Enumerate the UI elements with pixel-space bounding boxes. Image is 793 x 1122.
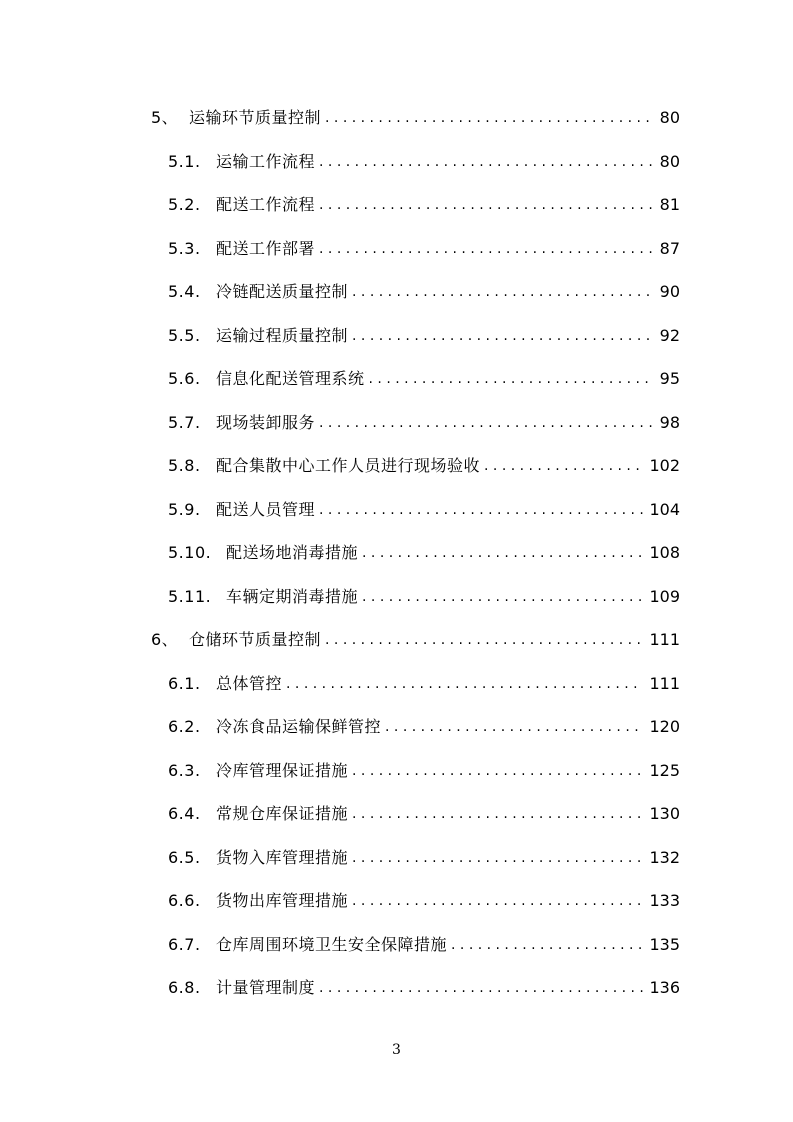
- toc-entry-number: 5.10.: [168, 543, 212, 562]
- toc-leader-dots: [352, 324, 652, 348]
- toc-entry-page: 120: [649, 717, 680, 736]
- toc-entry-number: 6.8.: [168, 978, 201, 997]
- toc-entry-number: 6.1.: [168, 674, 201, 693]
- toc-entry-page: 133: [649, 891, 680, 910]
- page-number: 3: [392, 1042, 401, 1058]
- toc-entry[interactable]: [168, 193, 680, 217]
- toc-entry-page: 125: [649, 761, 680, 780]
- toc-entry-title: 冷冻食品运输保鲜管控: [216, 717, 382, 736]
- toc-entry-page: 104: [649, 500, 680, 519]
- toc-leader-dots: [369, 367, 652, 391]
- toc-entry[interactable]: [151, 628, 680, 652]
- toc-entry[interactable]: [168, 411, 680, 435]
- toc-entry-number: 5.2.: [168, 195, 201, 214]
- toc-entry-title: 配送工作流程: [216, 195, 316, 214]
- toc-entry[interactable]: [168, 541, 680, 565]
- toc-entry[interactable]: [168, 324, 680, 348]
- toc-entry[interactable]: [168, 759, 680, 783]
- toc-leader-dots: [362, 585, 643, 609]
- toc-entry-title: 仓储环节质量控制: [189, 630, 322, 649]
- toc-entry-page: 132: [649, 848, 680, 867]
- toc-entry-page: 81: [659, 195, 680, 214]
- toc-entry-number: 6.2.: [168, 717, 201, 736]
- toc-leader-dots: [362, 541, 643, 565]
- toc-entry-page: 111: [649, 630, 680, 649]
- toc-leader-dots: [352, 846, 643, 870]
- toc-entry-number: 5.1.: [168, 152, 201, 171]
- toc-entry-page: 102: [649, 456, 680, 475]
- toc-leader-dots: [319, 193, 652, 217]
- toc-entry-number: 5.7.: [168, 413, 201, 432]
- toc-entry-title: 运输过程质量控制: [216, 326, 349, 345]
- toc-leader-dots: [325, 106, 652, 130]
- toc-entry-title: 货物入库管理措施: [216, 848, 349, 867]
- toc-entry-title: 配合集散中心工作人员进行现场验收: [216, 456, 481, 475]
- toc-entry-page: 136: [649, 978, 680, 997]
- toc-entry-title: 运输工作流程: [216, 152, 316, 171]
- toc-leader-dots: [319, 237, 652, 261]
- toc-entry[interactable]: [168, 454, 680, 478]
- toc-entry[interactable]: [168, 280, 680, 304]
- toc-entry[interactable]: [168, 846, 680, 870]
- toc-entry-number: 6.7.: [168, 935, 201, 954]
- toc-leader-dots: [451, 933, 643, 957]
- toc-entry-title: 信息化配送管理系统: [216, 369, 365, 388]
- toc-entry[interactable]: [168, 889, 680, 913]
- toc-entry-number: 5.9.: [168, 500, 201, 519]
- toc-entry[interactable]: [168, 672, 680, 696]
- toc-leader-dots: [352, 759, 643, 783]
- toc-entry-title: 货物出库管理措施: [216, 891, 349, 910]
- toc-entry-number: 6.5.: [168, 848, 201, 867]
- toc-leader-dots: [352, 889, 643, 913]
- toc-entry-title: 运输环节质量控制: [189, 108, 322, 127]
- toc-entry-title: 常规仓库保证措施: [216, 804, 349, 823]
- toc-entry[interactable]: [168, 933, 680, 957]
- toc-leader-dots: [286, 672, 643, 696]
- toc-entry-title: 配送工作部署: [216, 239, 316, 258]
- toc-entry-page: 98: [659, 413, 680, 432]
- toc-entry-page: 92: [659, 326, 680, 345]
- toc-leader-dots: [319, 498, 643, 522]
- toc-entry-number: 6、: [151, 630, 179, 649]
- toc-entry-number: 5.8.: [168, 456, 201, 475]
- toc-entry-number: 5.5.: [168, 326, 201, 345]
- toc-leader-dots: [319, 411, 652, 435]
- toc-leader-dots: [352, 802, 643, 826]
- toc-entry-title: 配送场地消毒措施: [226, 543, 359, 562]
- toc-leader-dots: [484, 454, 643, 478]
- toc-entry-title: 车辆定期消毒措施: [226, 587, 359, 606]
- toc-entry-number: 5.11.: [168, 587, 212, 606]
- toc-entry[interactable]: [168, 976, 680, 1000]
- toc-entry-title: 总体管控: [216, 674, 283, 693]
- toc-entry-number: 5.4.: [168, 282, 201, 301]
- toc-entry-page: 95: [659, 369, 680, 388]
- toc-entry-number: 5.3.: [168, 239, 201, 258]
- toc-entry-page: 135: [649, 935, 680, 954]
- toc-entry-page: 130: [649, 804, 680, 823]
- toc-entry[interactable]: [168, 715, 680, 739]
- toc-entry-title: 冷库管理保证措施: [216, 761, 349, 780]
- toc-entry[interactable]: [168, 367, 680, 391]
- toc-entry-page: 80: [659, 108, 680, 127]
- toc-entry-number: 6.3.: [168, 761, 201, 780]
- toc-entry-title: 配送人员管理: [216, 500, 316, 519]
- toc-entry-page: 111: [649, 674, 680, 693]
- toc-leader-dots: [319, 150, 652, 174]
- toc-entry-title: 计量管理制度: [216, 978, 316, 997]
- toc-entry-title: 仓库周围环境卫生安全保障措施: [216, 935, 448, 954]
- toc-entry[interactable]: [168, 802, 680, 826]
- toc-entry-page: 80: [659, 152, 680, 171]
- toc-entry[interactable]: [168, 150, 680, 174]
- toc-entry-page: 108: [649, 543, 680, 562]
- toc-entry-number: 6.4.: [168, 804, 201, 823]
- toc-entry-page: 109: [649, 587, 680, 606]
- toc-entry-title: 现场装卸服务: [216, 413, 316, 432]
- toc-entry-number: 5、: [151, 108, 179, 127]
- toc-leader-dots: [325, 628, 643, 652]
- toc-entry[interactable]: [168, 498, 680, 522]
- toc-leader-dots: [385, 715, 643, 739]
- toc-entry[interactable]: [151, 106, 680, 130]
- toc-entry[interactable]: [168, 585, 680, 609]
- toc-leader-dots: [352, 280, 652, 304]
- toc-entry-title: 冷链配送质量控制: [216, 282, 349, 301]
- toc-entry[interactable]: [168, 237, 680, 261]
- toc-entry-page: 87: [659, 239, 680, 258]
- toc-entry-number: 5.6.: [168, 369, 201, 388]
- toc-leader-dots: [319, 976, 643, 1000]
- toc-entry-number: 6.6.: [168, 891, 201, 910]
- toc-entry-page: 90: [659, 282, 680, 301]
